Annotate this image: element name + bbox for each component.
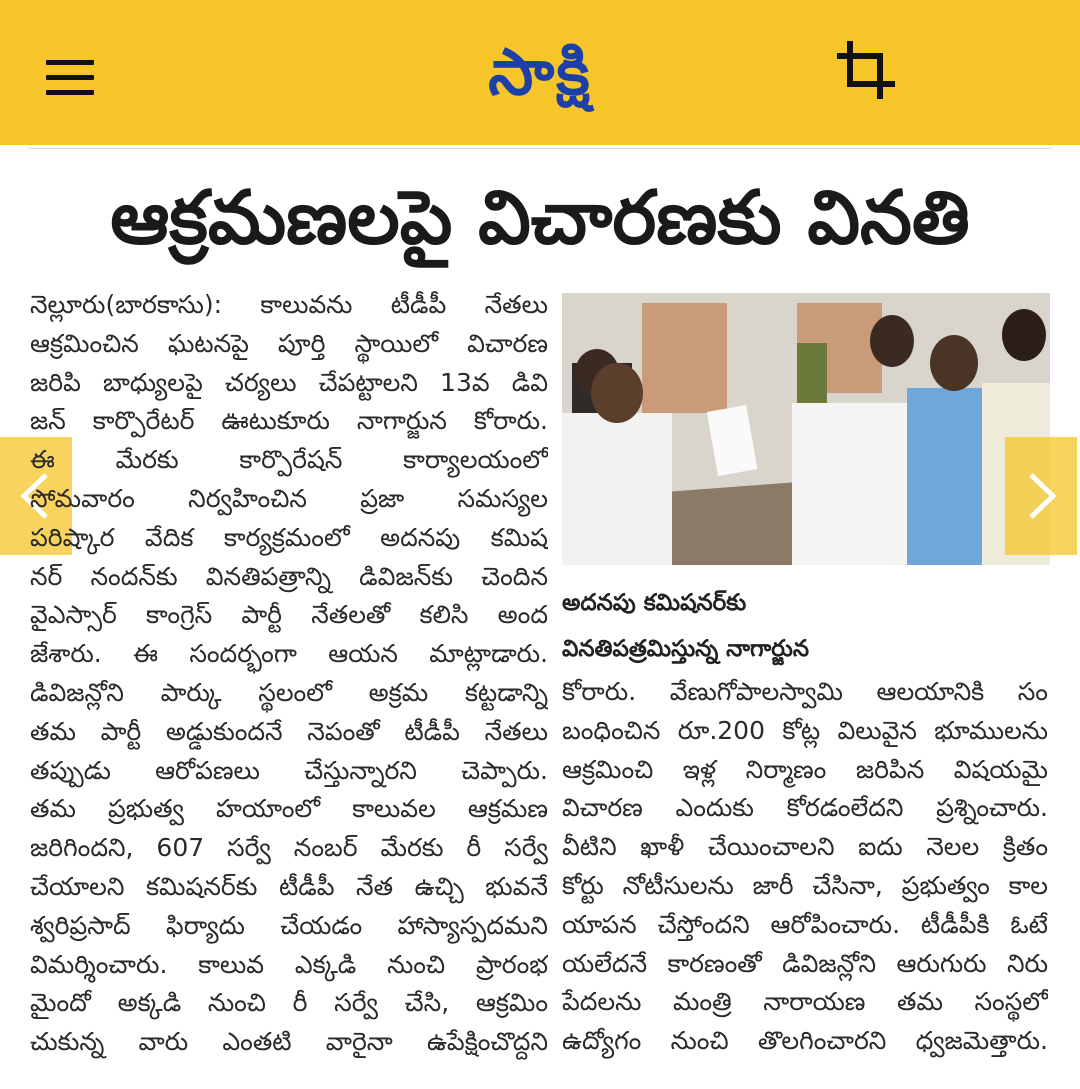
sakshi-logo[interactable]: సాక్షి bbox=[488, 36, 592, 110]
article-text-line: జేశారు. ఈ సందర్భంగా ఆయన మాట్లాడారు. bbox=[30, 639, 548, 669]
article-text-line: కోరారు. వేణుగోపాలస్వామి ఆలయానికి సం bbox=[562, 677, 1048, 706]
article-text-line: బంధించిన రూ.200 కోట్ల విలువైన భూములను bbox=[562, 715, 1048, 745]
article-text-line: తప్పుడు ఆరోపణలు చేస్తున్నారని చెప్పారు. bbox=[30, 755, 548, 785]
article-text-line: కోర్టు నోటీసులను జారీ చేసినా, ప్రభుత్వం కాల bbox=[562, 870, 1048, 900]
article-photo bbox=[562, 293, 1050, 565]
next-page-button[interactable] bbox=[1005, 437, 1077, 555]
photo-caption bbox=[562, 580, 1048, 672]
article-text-line: తమ పార్టీ అడ్డుకుందనే నెపంతో టీడీపీ నేతలు bbox=[30, 716, 548, 746]
article-text-line: పరిష్కార వేదిక కార్యక్రమంలో అదనపు కమిష bbox=[30, 522, 548, 552]
article-text-line: శ్వరిప్రసాద్ ఫిర్యాదు చేయడం హాస్యాస్పదమని bbox=[30, 910, 548, 940]
article-text-line: మైందో అక్కడి నుంచి రీ సర్వే చేసి, ఆక్రమిం bbox=[30, 988, 548, 1018]
article-text-line: డివిజన్లోని పార్కు స్థలంలో అక్రమ కట్టడాన్ని bbox=[30, 677, 548, 707]
article-text-line: తమ ప్రభుత్వ హయాంలో కాలువల ఆక్రమణ bbox=[30, 794, 548, 824]
article-headline: ఆక్రమణలపై విచారణకు వినతి bbox=[110, 175, 970, 261]
article-text-line: విచారణ ఎందుకు కోరడంలేదని ప్రశ్నించారు. bbox=[562, 793, 1048, 823]
article-text-line: యలేదనే కారణంతో డివిజన్లోని ఆరుగురు నిరు bbox=[562, 948, 1048, 978]
article-text-line: నెల్లూరు(బారకాసు): కాలువను టీడీపీ నేతలు bbox=[30, 290, 548, 319]
article-text-line: జరిపి బాధ్యులపై చర్యలు చేపట్టాలని 13వ డివి bbox=[30, 367, 548, 397]
article-text-line: విమర్శించారు. కాలువ ఎక్కడి నుంచి ప్రారంభ bbox=[30, 949, 548, 979]
photo-caption-line: వినతిపత్రమిస్తున్న నాగార్జున bbox=[562, 636, 809, 662]
chevron-right-icon bbox=[1021, 471, 1061, 521]
article-text-line: సోమవారం నిర్వహించిన ప్రజా సమస్యల bbox=[30, 483, 548, 513]
article-text-line: జరిగిందని, 607 సర్వే నంబర్ మేరకు రీ సర్వే bbox=[30, 833, 548, 863]
article-text-line: చుకున్న వారు ఎంతటి వారైనా ఉపేక్షించొద్దని bbox=[30, 1027, 548, 1057]
article-text-line: ఆక్రమించి ఇళ్ల నిర్మాణం జరిపిన విషయమై bbox=[562, 754, 1048, 784]
article-text-line: పేదలను మంత్రి నారాయణ తమ సంస్థలో bbox=[562, 987, 1048, 1017]
article-text-line: వైఎస్సార్ కాంగ్రెస్ పార్టీ నేతలతో కలిసి అంద bbox=[30, 600, 548, 630]
hamburger-menu-icon[interactable] bbox=[46, 60, 94, 96]
crop-icon[interactable] bbox=[836, 40, 896, 100]
article-body-right-column bbox=[562, 673, 1048, 1061]
article-body-left-column bbox=[30, 286, 548, 1062]
article-text-line: నర్ నందన్‌కు వినతిపత్రాన్ని డివిజన్‌కు చెందిన bbox=[30, 561, 548, 591]
divider bbox=[28, 148, 1052, 149]
article-text-line: చేయాలని కమిషనర్‌కు టీడీపీ నేత ఉచ్చి భువనే bbox=[30, 871, 548, 901]
photo-caption-line: అదనపు కమిషనర్‌కు bbox=[562, 590, 747, 616]
article-text-line: ఉద్యోగం నుంచి తొలగించారని ధ్వజమెత్తారు. bbox=[562, 1026, 1048, 1056]
article-text-line: వీటిని ఖాళీ చేయించాలని ఐదు నెలల క్రితం bbox=[562, 832, 1048, 862]
article-text-line: జన్ కార్పొరేటర్ ఊటుకూరు నాగార్జున కోరారు. bbox=[30, 406, 548, 436]
article-text-line: ఈ మేరకు కార్పొరేషన్ కార్యాలయంలో bbox=[30, 445, 548, 475]
app-header bbox=[0, 0, 1080, 145]
article-text-line: యాపన చేస్తోందని ఆరోపించారు. టీడీపీకి ఓటే bbox=[562, 909, 1048, 939]
article-text-line: ఆక్రమించిన ఘటనపై పూర్తి స్థాయిలో విచారణ bbox=[30, 328, 548, 358]
